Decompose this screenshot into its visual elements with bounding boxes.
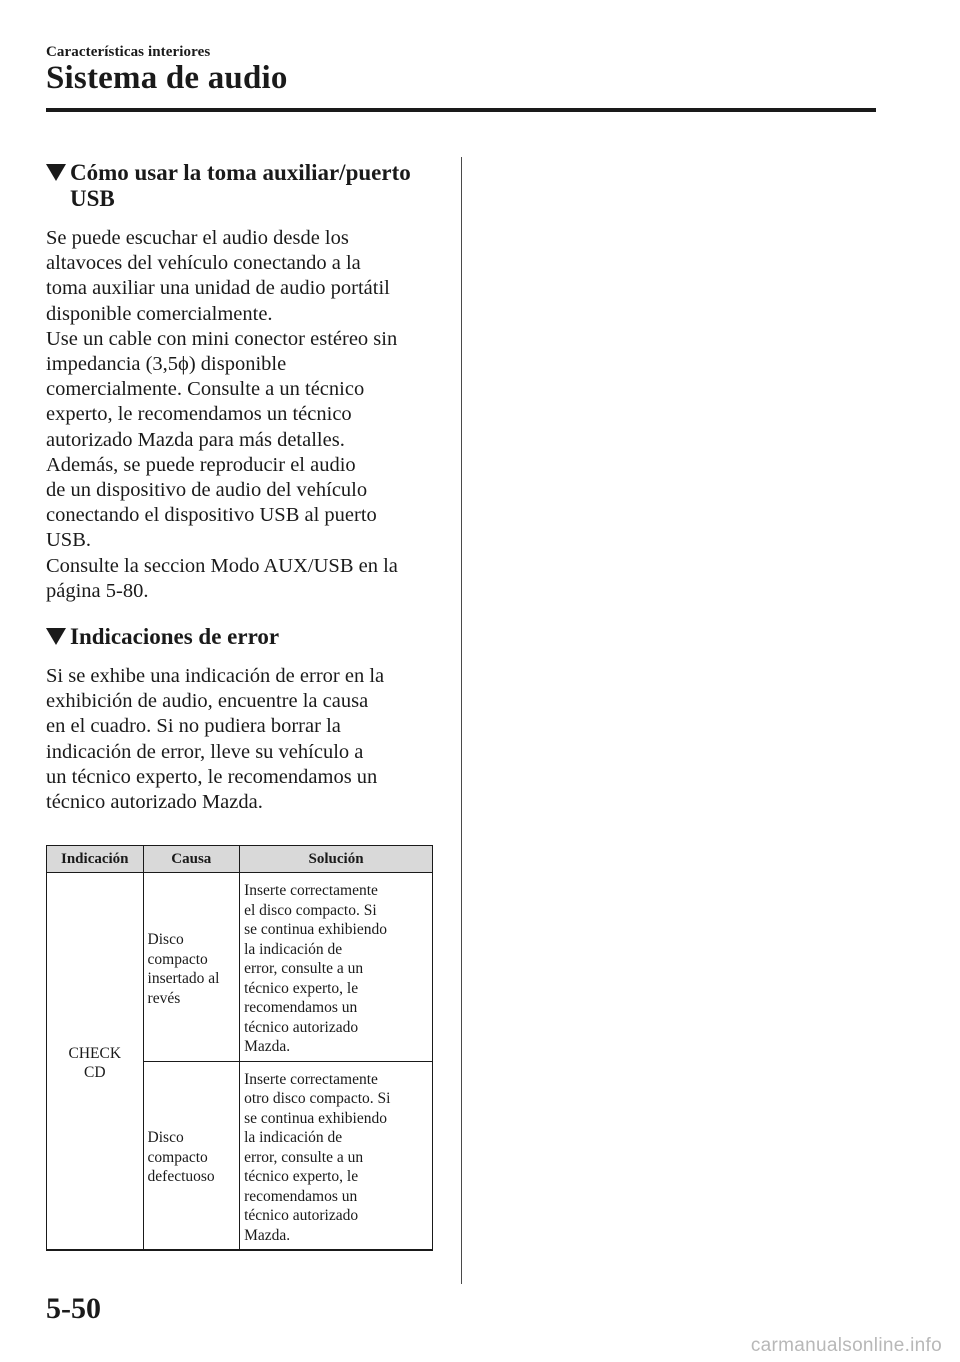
solution-line: técnico experto, le xyxy=(244,979,359,997)
cause-line: compacto xyxy=(147,1148,208,1166)
solution-cell xyxy=(240,1061,433,1250)
section-heading-error-indications xyxy=(46,624,436,650)
body-line: página 5-80. xyxy=(46,579,149,602)
cause-line: defectuoso xyxy=(147,1168,215,1186)
solution-line: Inserte correctamente xyxy=(244,1070,378,1088)
cause-line: Disco xyxy=(147,931,184,949)
body-line: conectando el dispositivo USB al puerto xyxy=(46,504,377,527)
solution-line: técnico autorizado xyxy=(244,1018,359,1036)
table-row xyxy=(47,873,433,1062)
cause-line: compacto xyxy=(147,950,208,968)
cause-line: insertado al xyxy=(147,970,220,988)
running-header-section: Características interiores xyxy=(46,44,211,60)
section-heading-aux-usb xyxy=(46,160,436,212)
body-line: comercialmente. Consulte a un técnico xyxy=(46,378,365,401)
triangle-bullet-icon xyxy=(46,628,66,645)
solution-line: Inserte correctamente xyxy=(244,882,378,900)
column-header-indication: Indicación xyxy=(47,846,144,873)
table-header-row xyxy=(47,846,433,873)
solution-line: el disco compacto. Si xyxy=(244,901,377,919)
body-line: Además, se puede reproducir el audio xyxy=(46,453,356,476)
header-rule xyxy=(46,108,876,112)
solution-line: otro disco compacto. Si xyxy=(244,1090,391,1108)
body-line: impedancia (3,5ϕ) disponible xyxy=(46,353,287,376)
body-line: disponible comercialmente. xyxy=(46,302,273,325)
body-line: Si se exhibe una indicación de error en la xyxy=(46,665,385,688)
solution-line: se continua exhibiendo xyxy=(244,921,387,939)
solution-line: recomendamos un xyxy=(244,999,358,1017)
page-title: Sistema de audio xyxy=(46,60,288,96)
body-line: Use un cable con mini conector estéreo sin xyxy=(46,327,398,350)
body-line: un técnico experto, le recomendamos un xyxy=(46,765,378,788)
body-line: Se puede escuchar el audio desde los xyxy=(46,227,349,249)
cause-line: Disco xyxy=(147,1129,184,1147)
body-line: en el cuadro. Si no pudiera borrar la xyxy=(46,715,341,738)
left-column xyxy=(46,160,436,1251)
solution-line: se continua exhibiendo xyxy=(244,1109,387,1127)
indication-line: CHECK xyxy=(68,1044,122,1062)
error-indication-table xyxy=(46,845,433,1251)
heading-line: Indicaciones de error xyxy=(70,624,280,650)
solution-line: Mazda. xyxy=(244,1226,291,1244)
solution-line: técnico autorizado xyxy=(244,1207,359,1225)
solution-line: técnico experto, le xyxy=(244,1168,359,1186)
body-line: técnico autorizado Mazda. xyxy=(46,791,263,814)
solution-line: error, consulte a un xyxy=(244,960,364,978)
section-body-aux-usb xyxy=(46,226,436,604)
solution-line: Mazda. xyxy=(244,1038,291,1056)
column-divider xyxy=(461,157,462,1284)
triangle-bullet-icon xyxy=(46,164,66,181)
page-number: 5-50 xyxy=(46,1292,101,1325)
body-line: toma auxiliar una unidad de audio portátil xyxy=(46,277,390,300)
solution-line: error, consulte a un xyxy=(244,1148,364,1166)
indication-line: CD xyxy=(83,1064,106,1082)
body-line: indicación de error, lleve su vehículo a xyxy=(46,740,364,763)
cause-cell xyxy=(143,1061,240,1250)
body-line: USB. xyxy=(46,529,92,552)
heading-line: Cómo usar la toma auxiliar/puerto xyxy=(70,160,411,185)
solution-line: recomendamos un xyxy=(244,1187,358,1205)
watermark: carmanualsonline.info xyxy=(750,1335,942,1356)
column-header-cause: Causa xyxy=(143,846,240,873)
body-line: autorizado Mazda para más detalles. xyxy=(46,428,345,451)
body-line: Consulte la seccion Modo AUX/USB en la xyxy=(46,554,398,577)
body-line: experto, le recomendamos un técnico xyxy=(46,403,352,426)
solution-line: la indicación de xyxy=(244,1129,343,1147)
section-body-error-indications xyxy=(46,664,436,815)
column-header-solution: Solución xyxy=(240,846,433,873)
body-line: altavoces del vehículo conectando a la xyxy=(46,252,361,275)
body-line: exhibición de audio, encuentre la causa xyxy=(46,690,369,713)
body-line: de un dispositivo de audio del vehículo xyxy=(46,479,368,502)
solution-line: la indicación de xyxy=(244,940,343,958)
heading-line: USB xyxy=(70,186,115,211)
cause-cell xyxy=(143,873,240,1062)
solution-cell xyxy=(240,873,433,1062)
cause-line: revés xyxy=(147,989,181,1007)
indication-cell xyxy=(47,873,144,1251)
